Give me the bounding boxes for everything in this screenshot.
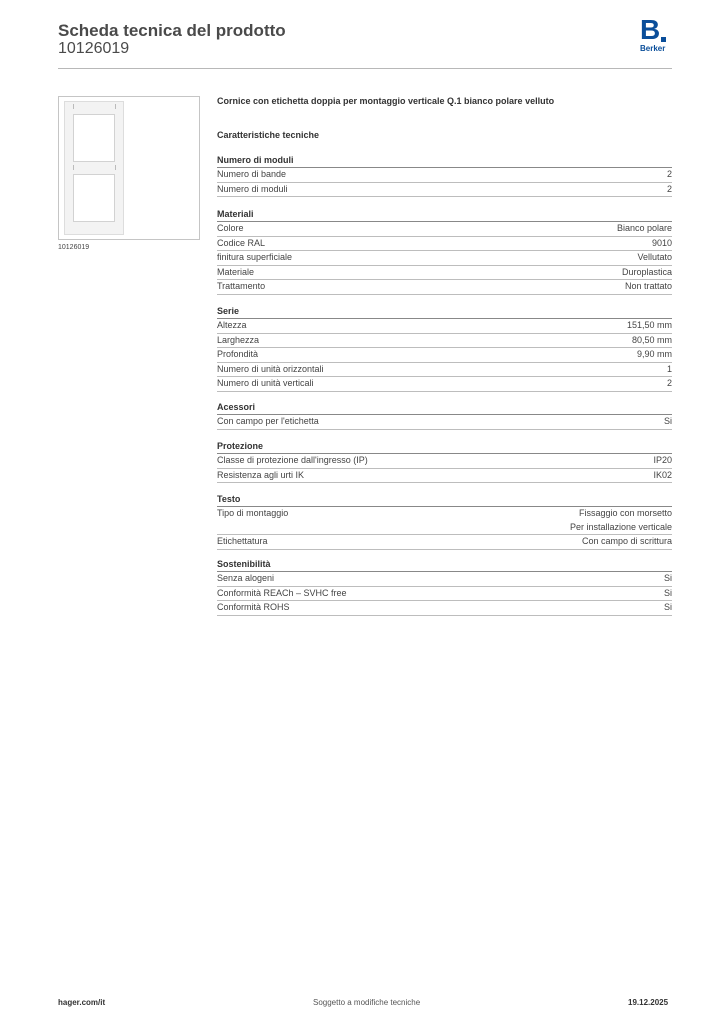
spec-label: Senza alogeni	[217, 573, 275, 583]
frame-outer-shape	[64, 101, 124, 235]
frame-tick	[115, 104, 116, 109]
spec-value: Si	[663, 416, 672, 426]
spec-row	[217, 454, 672, 469]
spec-row	[217, 266, 672, 281]
spec-label: Classe di protezione dall'ingresso (IP)	[217, 455, 368, 465]
section-title: Numero di moduli	[217, 154, 672, 168]
frame-window-bottom	[73, 174, 115, 222]
spec-section	[217, 208, 672, 295]
header-divider	[58, 68, 672, 69]
spec-row	[217, 572, 672, 587]
spec-label: Codice RAL	[217, 237, 266, 248]
spec-label: Altezza	[217, 320, 247, 330]
spec-row	[217, 377, 672, 392]
section-title: Acessori	[217, 401, 672, 415]
frame-tick	[73, 104, 74, 109]
spec-row	[217, 319, 672, 334]
spec-value: 2	[666, 183, 672, 194]
frame-window-top	[73, 114, 115, 162]
spec-section	[217, 401, 672, 430]
header-title: Scheda tecnica del prodotto	[58, 21, 286, 40]
image-caption: 10126019	[58, 244, 90, 251]
spec-label: Etichettatura	[217, 536, 268, 546]
spec-label: Materiale	[217, 266, 255, 277]
spec-label: Larghezza	[217, 334, 260, 345]
spec-value: 1	[666, 363, 672, 374]
spec-row	[217, 251, 672, 266]
spec-value-line: Fissaggio con morsetto	[578, 508, 672, 518]
spec-value: 2	[666, 378, 672, 388]
berker-logo	[638, 16, 676, 56]
product-image	[58, 96, 200, 240]
spec-label: finitura superficiale	[217, 252, 293, 262]
spec-value: Si	[663, 573, 672, 583]
spec-row	[217, 363, 672, 378]
spec-row	[217, 587, 672, 602]
spec-label: Conformità REACh – SVHC free	[217, 587, 347, 598]
frame-tick	[73, 165, 74, 170]
frame-tick	[115, 165, 116, 170]
spec-value: IP20	[653, 455, 672, 465]
section-title: Serie	[217, 305, 672, 319]
spec-value: 2	[666, 169, 672, 179]
spec-row	[217, 222, 672, 237]
spec-row	[217, 168, 672, 183]
spec-value: Bianco polare	[616, 223, 672, 233]
spec-label: Numero di bande	[217, 169, 287, 179]
spec-value: Si	[663, 587, 672, 598]
footer-note: Soggetto a modifiche tecniche	[313, 998, 421, 1007]
spec-row	[217, 334, 672, 349]
spec-label: Numero di moduli	[217, 183, 288, 194]
section-title: Sostenibilità	[217, 558, 672, 572]
product-code: 10126019	[58, 40, 130, 57]
footer-website[interactable]: hager.com/it	[58, 998, 106, 1007]
spec-label: Numero di unità verticali	[217, 378, 314, 388]
spec-row	[217, 415, 672, 430]
spec-value-line: Per installazione verticale	[569, 521, 672, 532]
spec-label: Trattamento	[217, 281, 266, 291]
spec-row	[217, 507, 672, 535]
spec-value: 9,90 mm	[636, 349, 672, 359]
spec-label: Resistenza agli urti IK	[217, 469, 305, 480]
spec-section	[217, 493, 672, 550]
logo-letter: B	[640, 14, 661, 45]
spec-label: Tipo di montaggio	[217, 508, 289, 518]
spec-value: Vellutato	[637, 252, 672, 262]
spec-row	[217, 237, 672, 252]
spec-label: Con campo per l'etichetta	[217, 416, 319, 426]
spec-row	[217, 469, 672, 484]
spec-value: 151,50 mm	[626, 320, 672, 330]
spec-section	[217, 558, 672, 616]
spec-section	[217, 154, 672, 197]
section-title: Testo	[217, 493, 672, 507]
spec-row	[217, 535, 672, 550]
spec-value: 80,50 mm	[631, 334, 672, 345]
spec-row	[217, 280, 672, 295]
spec-row	[217, 601, 672, 616]
spec-row	[217, 183, 672, 198]
logo-text: Berker	[640, 44, 666, 53]
spec-value: 9010	[651, 237, 672, 248]
footer-date: 19.12.2025	[628, 998, 669, 1007]
spec-label: Numero di unità orizzontali	[217, 363, 324, 374]
spec-section	[217, 440, 672, 483]
spec-label: Colore	[217, 223, 244, 233]
spec-value: Si	[663, 602, 672, 612]
product-title: Cornice con etichetta doppia per montaggio verticale Q.1 bianco polare velluto	[217, 96, 555, 106]
spec-value: Duroplastica	[621, 266, 672, 277]
logo-dot	[661, 37, 666, 42]
tech-title: Caratteristiche tecniche	[217, 130, 320, 140]
spec-section	[217, 305, 672, 392]
spec-value: Non trattato	[624, 281, 672, 291]
spec-value	[570, 507, 672, 534]
spec-value: IK02	[653, 469, 672, 480]
spec-value: Con campo di scrittura	[581, 536, 672, 546]
spec-label: Profondità	[217, 349, 259, 359]
spec-row	[217, 348, 672, 363]
section-title: Materiali	[217, 208, 672, 222]
section-title: Protezione	[217, 440, 672, 454]
spec-label: Conformità ROHS	[217, 602, 290, 612]
